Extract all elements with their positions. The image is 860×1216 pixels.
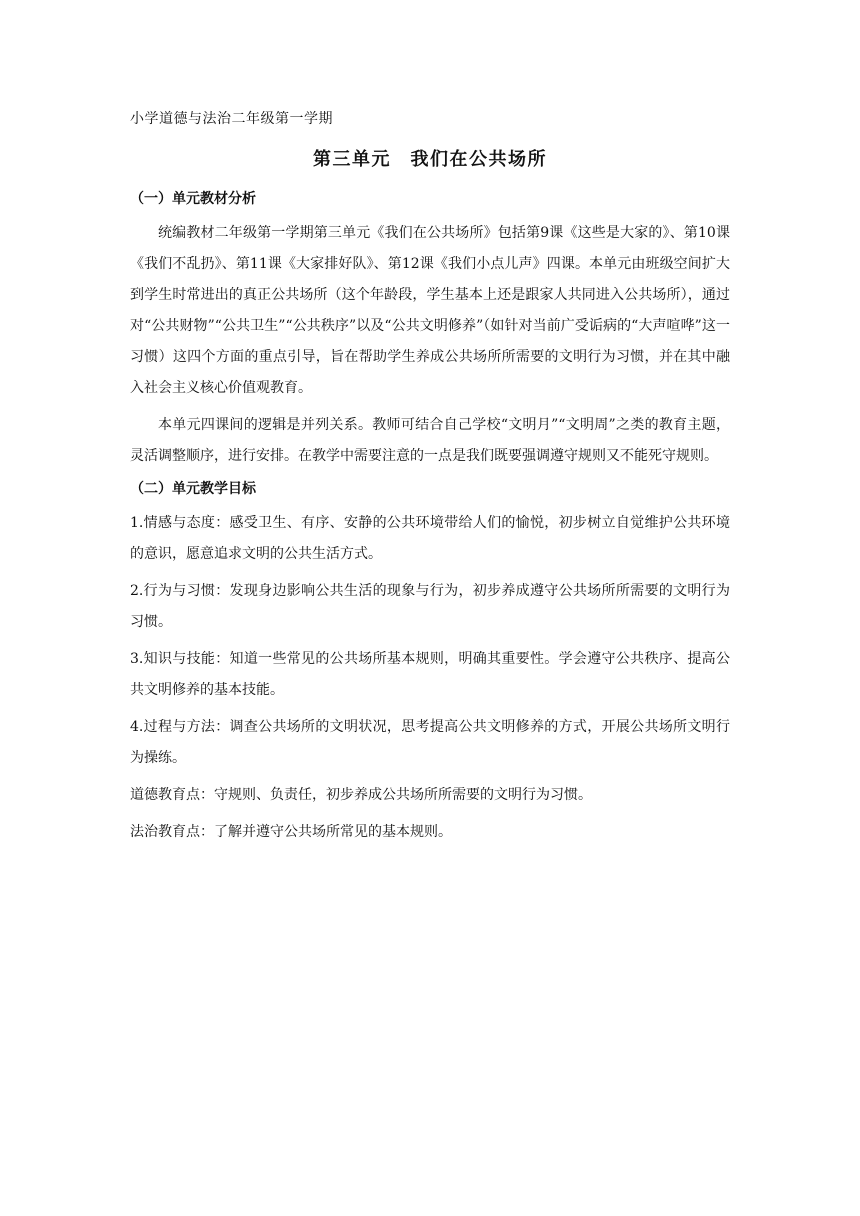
analysis-paragraph-2: 本单元四课间的逻辑是并列关系。教师可结合自己学校“文明月”“文明周”之类的教育主题，灵活调整顺序，进行安排。在教学中需要注意的一点是我们既要强调遵守规则又不能死守规则。 (130, 417, 730, 464)
unit-title: 第三单元 我们在公共场所 (313, 149, 547, 170)
moral-education-point: 道德教育点：守规则、负责任，初步养成公共场所所需要的文明行为习惯。 (130, 787, 592, 803)
course-header: 小学道德与法治二年级第一学期 (130, 111, 333, 127)
goal-item-behavior: 2.行为与习惯：发现身边影响公共生活的现象与行为，初步养成遵守公共场所所需要的文明行为习惯。 (130, 583, 730, 630)
section-heading-analysis: （一）单元教材分析 (130, 191, 256, 207)
document-content (130, 108, 730, 854)
analysis-paragraph-1: 统编教材二年级第一学期第三单元《我们在公共场所》包括第9课《这些是大家的》、第10课《我们不乱扔》、第11课《大家排好队》、第12课《我们小点儿声》四课。本单元由班级空间扩大到学生时常进出的真正公共场所（这个年龄段，学生基本上还是跟家人共同进入公共场所），通过对“公共财物”“公共卫生”“公共秩序”以及“公共文明修养”（如针对当前广受诟病的“大声喧哗”这一习惯）这四个方面的重点引导，旨在帮助学生养成公共场所所需要的文明行为习惯，并在其中融入社会主义核心价值观教育。 (130, 225, 730, 396)
goal-item-knowledge: 3.知识与技能：知道一些常见的公共场所基本规则，明确其重要性。学会遵守公共秩序、提高公共文明修养的基本技能。 (130, 651, 730, 698)
goal-item-emotion: 1.情感与态度：感受卫生、有序、安静的公共环境带给人们的愉悦，初步树立自觉维护公共环境的意识，愿意追求文明的公共生活方式。 (130, 515, 730, 562)
goal-item-process: 4.过程与方法：调查公共场所的文明状况，思考提高公共文明修养的方式，开展公共场所文明行为操练。 (130, 719, 730, 766)
law-education-point: 法治教育点：了解并遵守公共场所常见的基本规则。 (130, 824, 452, 840)
section-heading-goals: （二）单元教学目标 (130, 481, 256, 497)
